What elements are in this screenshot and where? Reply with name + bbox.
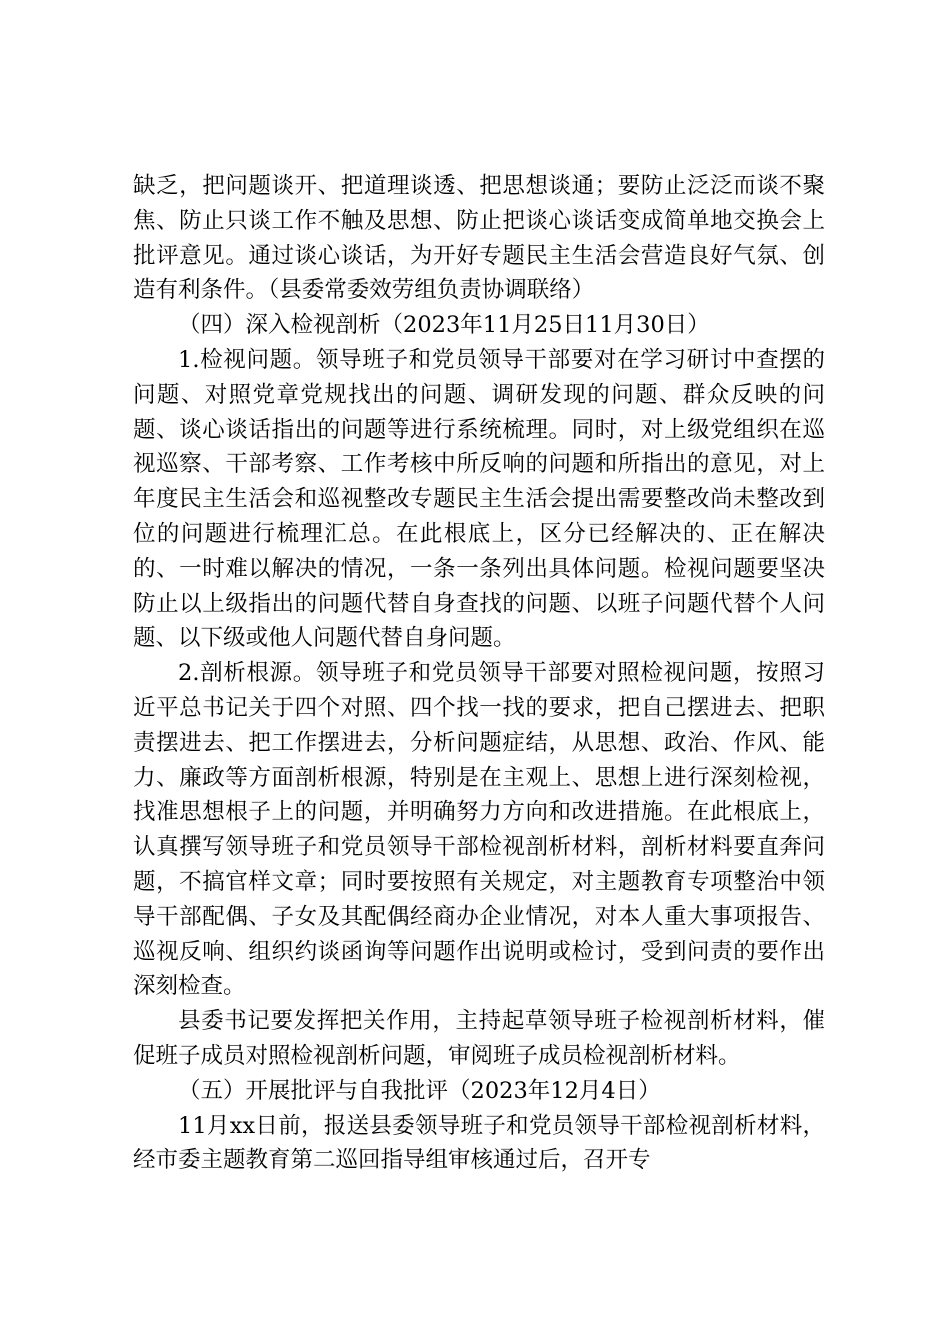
section-heading-criticism: （五）开展批评与自我批评（2023年12月4日）	[178, 1077, 661, 1104]
paragraph-submission: 11月xx日前，报送县委领导班子和党员领导干部检视剖析材料，经市委主题教育第二巡回指导组审核通过后，召开专	[133, 1112, 825, 1174]
paragraph-secretary-role: 县委书记要发挥把关作用，主持起草领导班子检视剖析材料，催促班子成员对照检视剖析问题，审阅班子成员检视剖析材料。	[133, 1008, 825, 1069]
paragraph-inspect-problems: 1.检视问题。领导班子和党员领导干部要对在学习研讨中查摆的问题、对照党章党规找出的问题、调研发现的问题、群众反映的问题、谈心谈话指出的问题等进行系统梳理。同时，对上级党组织在巡视巡察、干部考察、工作考核中所反响的问题和所指出的意见，对上年度民主生活会和巡视整改专题民主生活会提出需要整改尚未整改到位的问题进行梳理汇总。在此根底上，区分已经解决的、正在解决的、一时难以解决的情况，一条一条列出具体问题。检视问题要坚决防止以上级指出的问题代替自身查找的问题、以班子问题代替个人问题、以下级或他人问题代替自身问题。	[133, 346, 825, 652]
paragraph-analyze-roots: 2.剖析根源。领导班子和党员领导干部要对照检视问题，按照习近平总书记关于四个对照、四个找一找的要求，把自己摆进去、把职责摆进去、把工作摆进去，分析问题症结，从思想、政治、作风、能力、廉政等方面剖析根源，特别是在主观上、思想上进行深刻检视，找准思想根子上的问题，并明确努力方向和改进措施。在此根底上，认真撰写领导班子和党员领导干部检视剖析材料，剖析材料要直奔问题，不搞官样文章；同时要按照有关规定，对主题教育专项整治中领导干部配偶、子女及其配偶经商办企业情况，对本人重大事项报告、巡视反响、组织约谈函询等问题作出说明或检讨，受到问责的要作出深刻检查。	[133, 660, 825, 1000]
document-page	[133, 169, 825, 1178]
section-heading-inspection: （四）深入检视剖析（2023年11月25日11月30日）	[178, 312, 710, 339]
paragraph-conversation-continuation: 缺乏，把问题谈开、把道理谈透、把思想谈通；要防止泛泛而谈不聚焦、防止只谈工作不触及思想、防止把谈心谈话变成简单地交换会上批评意见。通过谈心谈话，为开好专题民主生活会营造良好气氛、创造有利条件。（县委常委效劳组负责协调联络）	[133, 173, 825, 304]
